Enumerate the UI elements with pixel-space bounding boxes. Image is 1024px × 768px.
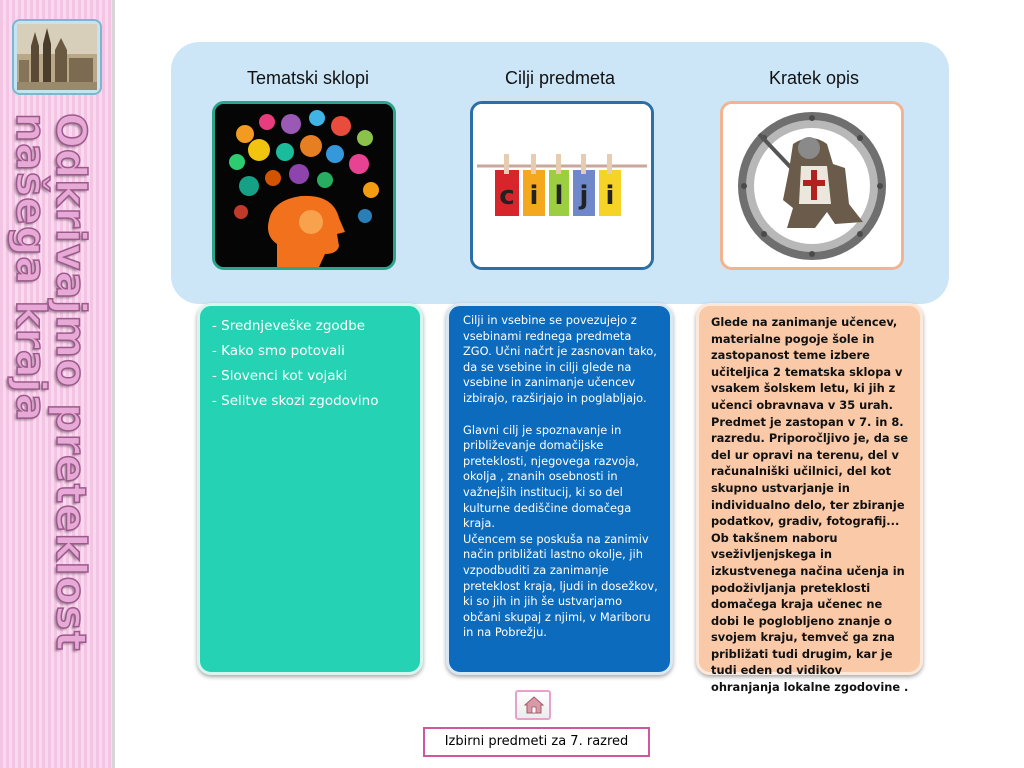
brain-subjects-icon <box>212 101 396 270</box>
home-button[interactable] <box>515 690 551 720</box>
topics-box <box>197 303 423 675</box>
column-heading-topics: Tematski sklopi <box>246 68 370 88</box>
column-heading-goals: Cilji predmeta <box>504 68 616 88</box>
list-item: - Kako smo potovali <box>212 343 345 359</box>
description-text: Glede na zanimanje učencev, materialne pogoje šole in zastopanost teme izbere učiteljica 2 tematska sklopa v vsakem šolskem letu, ki jih z učenci obravnava v 35 urah. Predmet je zastopan v 7. in 8. razredu. Priporočljivo je, da se del ur opravi na terenu, del v računalniški učilnici, del kot skupno ustvarjanje in individualno delo, ter zbiranje podatkov, gradiv, fotografij... Ob takšnem naboru vseživljenjskega in izkustvenega načina učenja in podoživljanja preteklosti domačega kraja učenec ne dobi le poglobljeno znanje o svojem kraju, temveč ga zna približati tudi drugim, kar je tudi eden od vidikov ohranjanja lokalne zgodovine . <box>711 315 909 695</box>
svg-text:l: l <box>554 181 564 211</box>
home-icon <box>524 696 544 714</box>
description-box <box>696 303 923 695</box>
list-item: - Srednjeveške zgodbe <box>212 318 366 334</box>
cilji-clothesline-icon <box>470 101 654 270</box>
svg-text:i: i <box>529 181 539 211</box>
svg-text:i: i <box>605 181 615 211</box>
sidebar-divider <box>112 0 115 768</box>
page-title: Odkrivajmo preteklost našega kraja <box>7 113 95 652</box>
column-heading-description: Kratek opis <box>768 68 860 88</box>
goals-box <box>446 303 673 675</box>
list-item: - Slovenci kot vojaki <box>212 368 348 384</box>
goals-paragraph-1: Cilji in vsebine se povezujejo z vsebinami rednega predmeta ZGO. Učni načrt je zasnovan tako, da se vsebine in cilji glede na vsebine in zanimanje učencev izbirajo, razširjajo in poglabljajo. <box>463 313 657 405</box>
footer-link[interactable]: Izbirni predmeti za 7. razred <box>423 727 650 757</box>
topics-list <box>212 314 420 414</box>
svg-text:j: j <box>579 181 589 211</box>
goals-paragraph-2: Glavni cilj je spoznavanje in približevanje domačijske preteklosti, njegovega razvoja, okolja , znanih osebnosti in važnejših institucij, ki so del kulturne dediščine domačega kraja. <box>463 422 639 531</box>
knight-shield-icon <box>720 101 904 270</box>
list-item: - Selitve skozi zgodovino <box>212 393 379 409</box>
town-photo-icon <box>12 19 102 95</box>
svg-text:c: c <box>499 181 515 211</box>
goals-paragraph-3: Učencem se poskuša na zanimiv način približati lastno okolje, jih vzpodbuditi za zanimanje preteklost kraja, ljudi in dosežkov, ki so jih in jih še ustvarjamo občani skupaj z njimi, v Mariboru in na Pobrežju. <box>463 531 658 640</box>
